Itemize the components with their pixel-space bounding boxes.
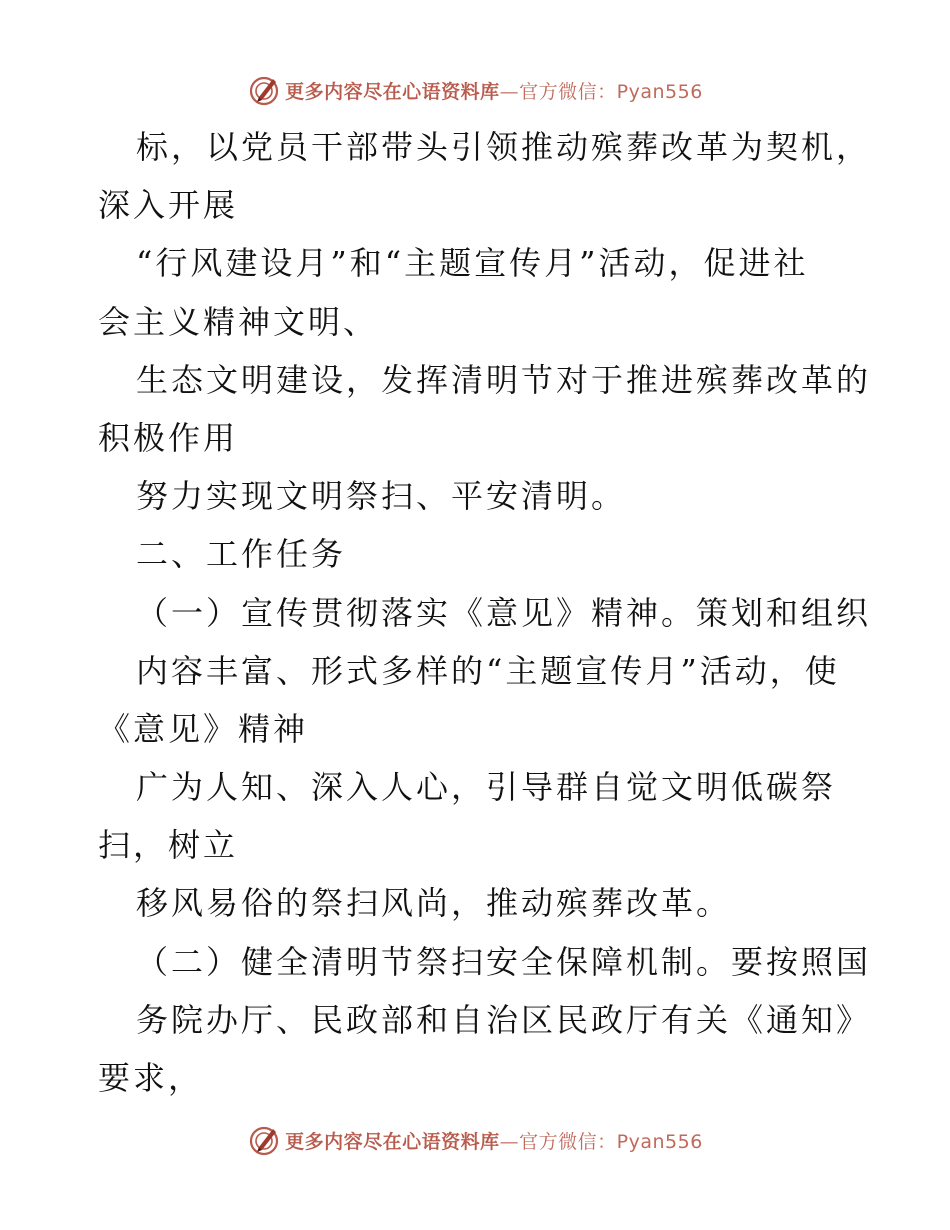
body-line: 要求，	[98, 1059, 204, 1097]
footer-banner-text: 更多内容尽在心语资料库—官方微信：Pyan556	[285, 1130, 703, 1153]
body-line: （一）宣传贯彻落实《意见》精神。策划和组织	[136, 593, 872, 632]
body-line: 努力实现文明祭扫、平安清明。	[136, 477, 627, 516]
pen-nib-logo-icon	[247, 73, 281, 107]
body-line: 《意见》精神	[98, 709, 309, 748]
pen-nib-logo-icon	[247, 1123, 281, 1157]
body-line: 移风易俗的祭扫风尚，推动殡葬改革。	[136, 884, 732, 923]
body-line: 标，以党员干部带头引领推动殡葬改革为契机，	[136, 128, 872, 166]
body-line: 积极作用	[98, 418, 239, 457]
body-line: 会主义精神文明、	[98, 302, 379, 341]
document-body	[98, 118, 872, 1107]
body-line: 广为人知、深入人心，引导群自觉文明低碳祭	[136, 768, 837, 807]
section-heading: 二、工作任务	[136, 535, 347, 574]
header-banner	[0, 70, 950, 110]
body-line: 务院办厅、民政部和自治区民政厅有关《通知》	[136, 1000, 872, 1039]
body-line: 扫，树立	[98, 826, 239, 865]
body-line: （二）健全清明节祭扫安全保障机制。要按照国	[136, 942, 872, 981]
footer-banner	[0, 1120, 950, 1160]
body-line: “行风建设月”和“主题宣传月”活动，促进社	[136, 244, 809, 283]
body-line: 生态文明建设，发挥清明节对于推进殡葬改革的	[136, 360, 872, 399]
header-banner-text: 更多内容尽在心语资料库—官方微信：Pyan556	[285, 80, 703, 103]
body-line: 内容丰富、形式多样的“主题宣传月”活动，使	[136, 651, 840, 690]
body-line: 深入开展	[98, 186, 239, 225]
